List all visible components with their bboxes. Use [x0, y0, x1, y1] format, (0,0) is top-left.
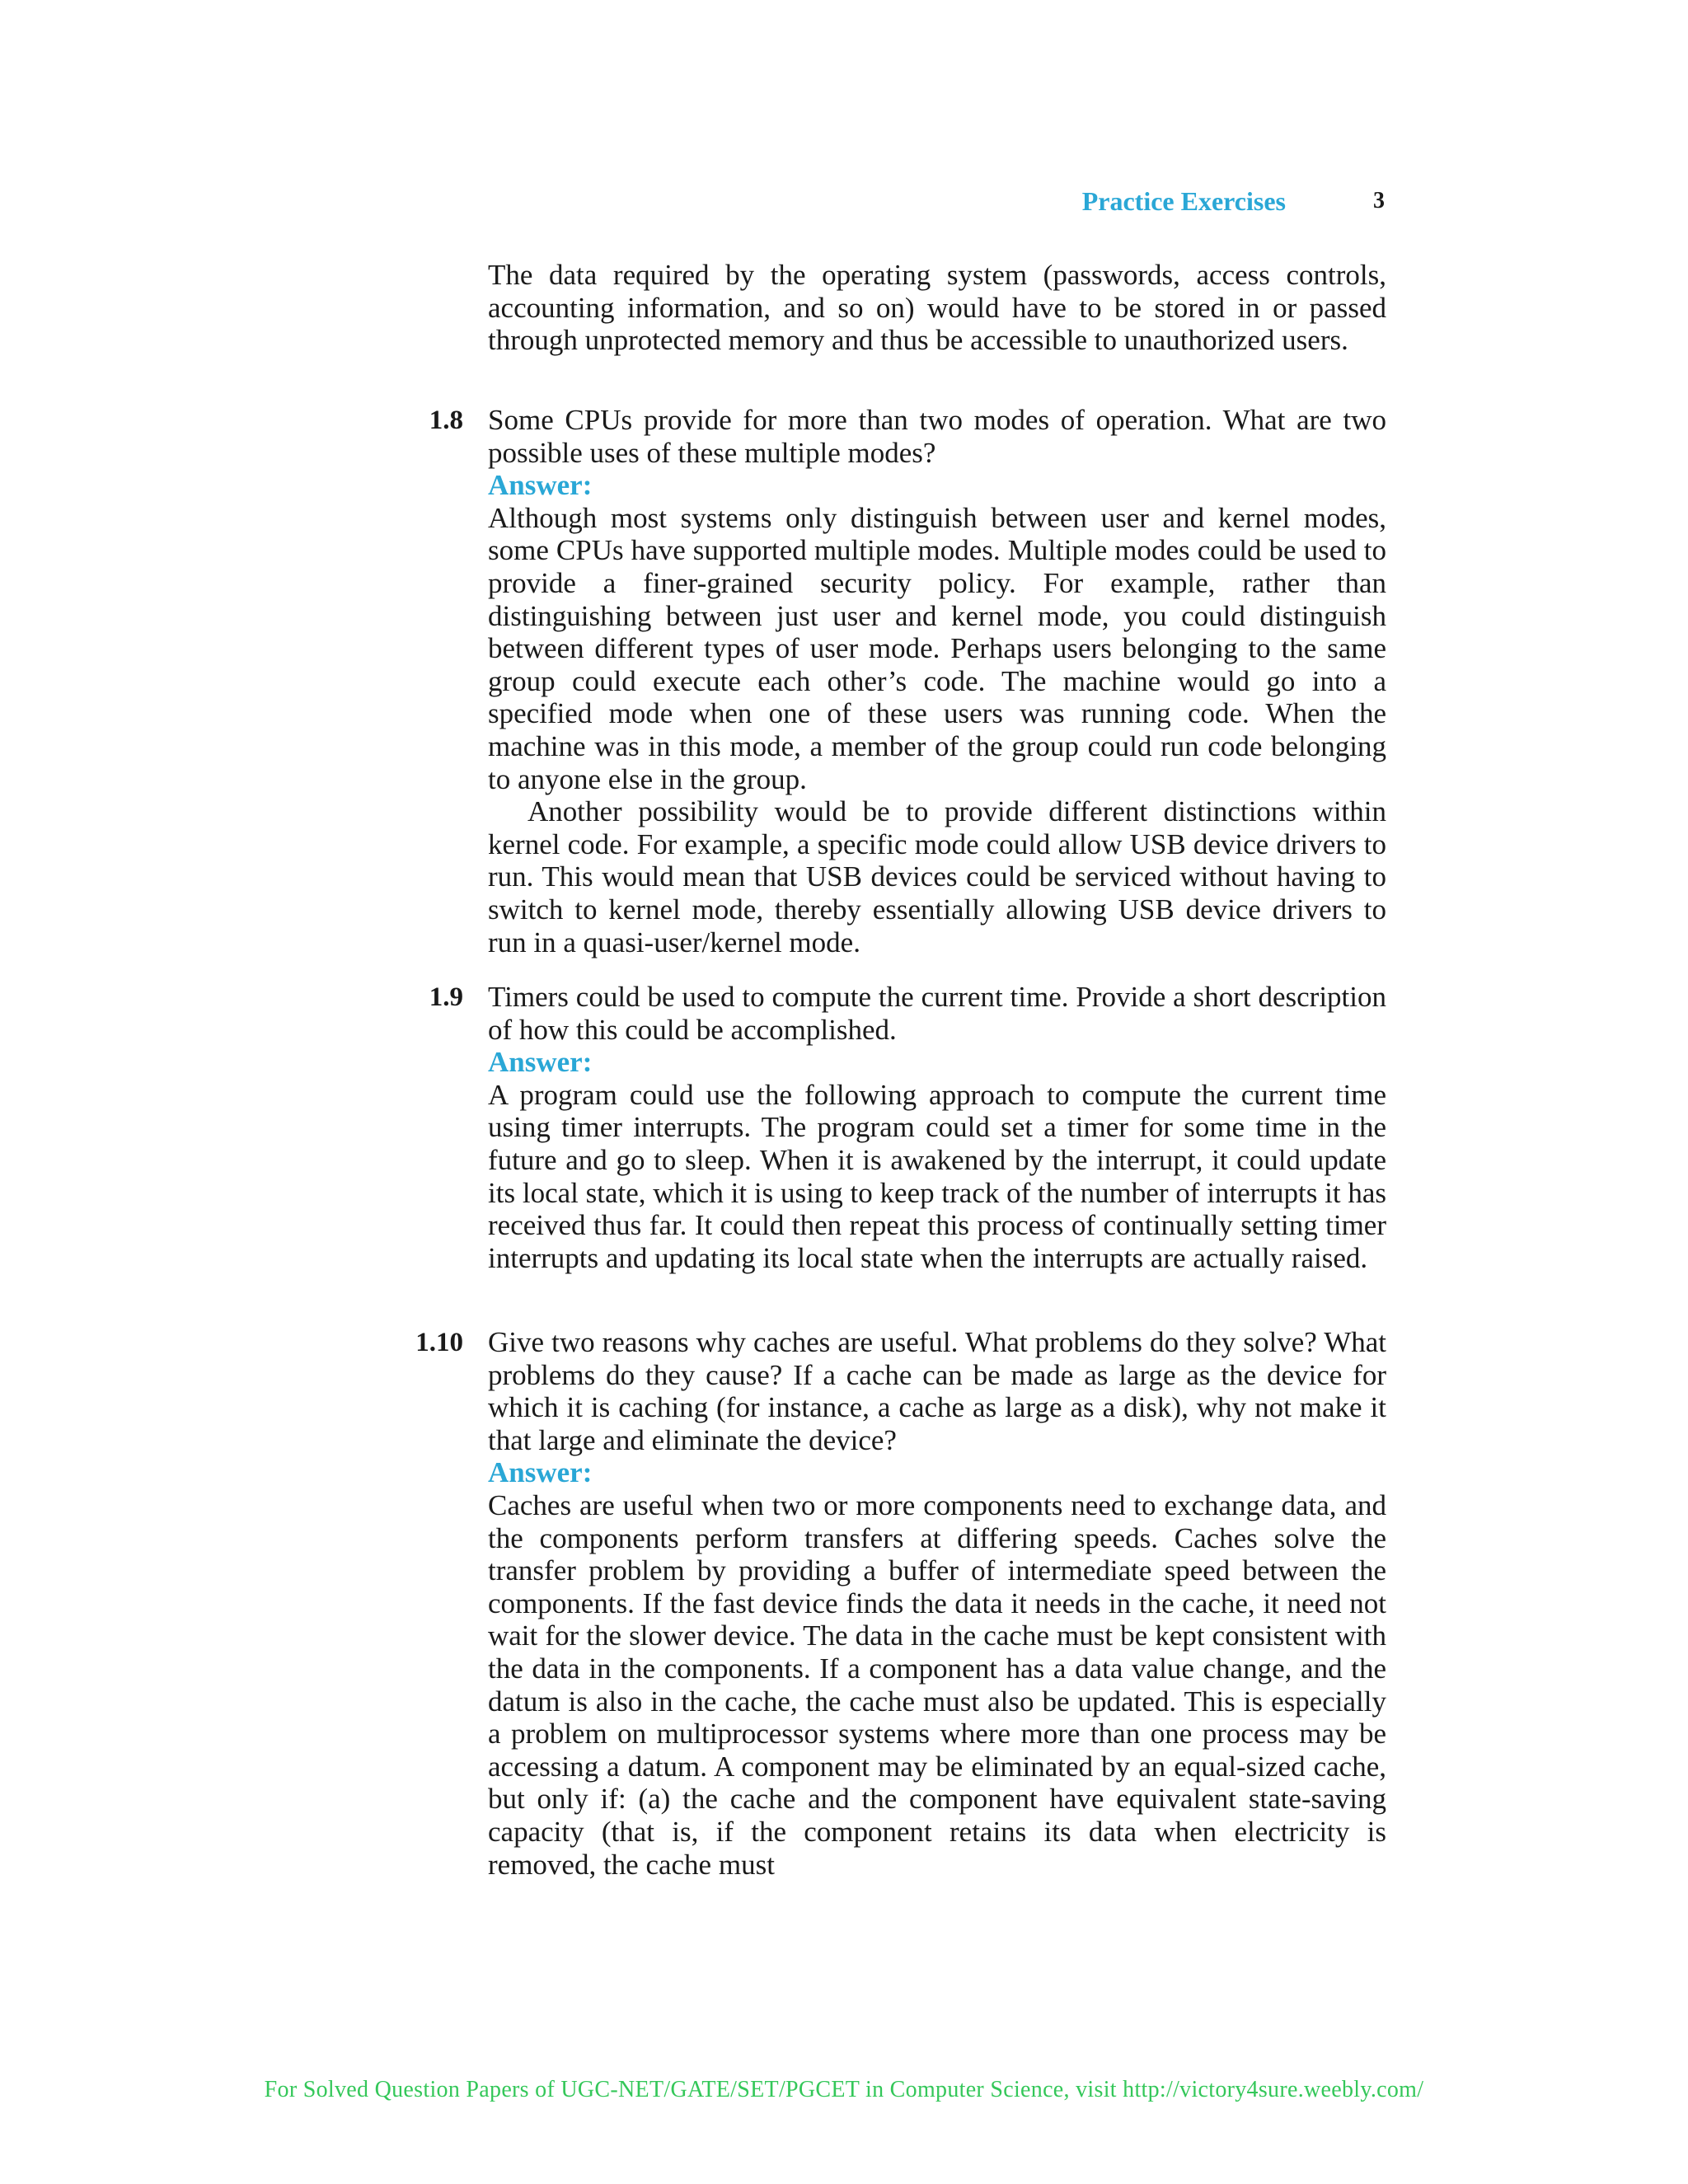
- intro-paragraph: The data required by the operating system (passwords, access controls, accounting information, and so on) would have to be stored in or passed through unprotected memory and thus be accessible to unauthorized users.: [488, 259, 1386, 357]
- answer-1-9-paragraph: A program could use the following approach to compute the current time using timer interrupts. The program could set a timer for some time in the future and go to sleep. When it is awakened by the interrupt, it could update its local state, which it is using to keep track of the number of interrupts it has received thus far. It could then repeat this process of continually setting timer interrupts and updating its local state when the interrupts are actually raised.: [488, 1078, 1386, 1274]
- intro-paragraph-block: [488, 259, 1386, 357]
- answer-label-1-9: Answer:: [488, 1046, 593, 1079]
- question-1-9-text: Timers could be used to compute the current time. Provide a short description of how this could be accomplished.: [488, 981, 1386, 1046]
- question-number-1-10: 1.10: [415, 1328, 463, 1357]
- question-number-1-9: 1.9: [429, 982, 463, 1012]
- question-1-10-text: Give two reasons why caches are useful. What problems do they solve? What problems do they cause? If a cache can be made as large as the device for which it is caching (for instance, a cache as large as a disk), why not make it that large and eliminate the device?: [488, 1326, 1386, 1456]
- answer-1-10-paragraph: Caches are useful when two or more components need to exchange data, and the components perform transfers at differing speeds. Caches solve the transfer problem by providing a buffer of intermediate speed between the components. If the fast device finds the data it needs in the cache, it need not wait for the slower device. The data in the cache must be kept consistent with the data in the components. If a component has a data value change, and the datum is also in the cache, the cache must also be updated. This is especially a problem on multiprocessor systems where more than one process may be accessing a datum. A component may be eliminated by an equal-sized cache, but only if: (a) the cache and the component have equivalent state-saving capacity (that is, if the component retains its data when electricity is removed, the cache must: [488, 1488, 1386, 1881]
- question-1-10-block: [488, 1326, 1386, 1881]
- answer-label-1-8: Answer:: [488, 469, 593, 502]
- question-1-8-block: [488, 404, 1386, 958]
- footer-promo-text: For Solved Question Papers of UGC-NET/GATE/SET/PGCET in Computer Science, visit http://victory4sure.weebly.com/: [264, 2077, 1424, 2102]
- answer-1-8-paragraph-1: Although most systems only distinguish between user and kernel modes, some CPUs have supported multiple modes. Multiple modes could be used to provide a finer-grained security policy. For example, rather than distinguishing between just user and kernel mode, you could distinguish between different types of user mode. Perhaps users belonging to the same group could execute each other’s code. The machine would go into a specified mode when one of these users was running code. When the machine was in this mode, a member of the group could run code belonging to anyone else in the group.: [488, 501, 1386, 795]
- section-title: Practice Exercises: [1081, 186, 1286, 216]
- page-number: 3: [1373, 188, 1385, 213]
- running-head: [0, 186, 1688, 227]
- question-1-8-text: Some CPUs provide for more than two modes of operation. What are two possible uses of these multiple modes?: [488, 404, 1386, 469]
- answer-label-1-10: Answer:: [488, 1456, 593, 1489]
- answer-1-8-paragraph-2: Another possibility would be to provide different distinctions within kernel code. For example, a specific mode could allow USB device drivers to run. This would mean that USB devices could be serviced without having to switch to kernel mode, thereby essentially allowing USB device drivers to run in a quasi-user/kernel mode.: [488, 795, 1386, 958]
- question-1-9-block: [488, 981, 1386, 1274]
- question-number-1-8: 1.8: [429, 405, 463, 435]
